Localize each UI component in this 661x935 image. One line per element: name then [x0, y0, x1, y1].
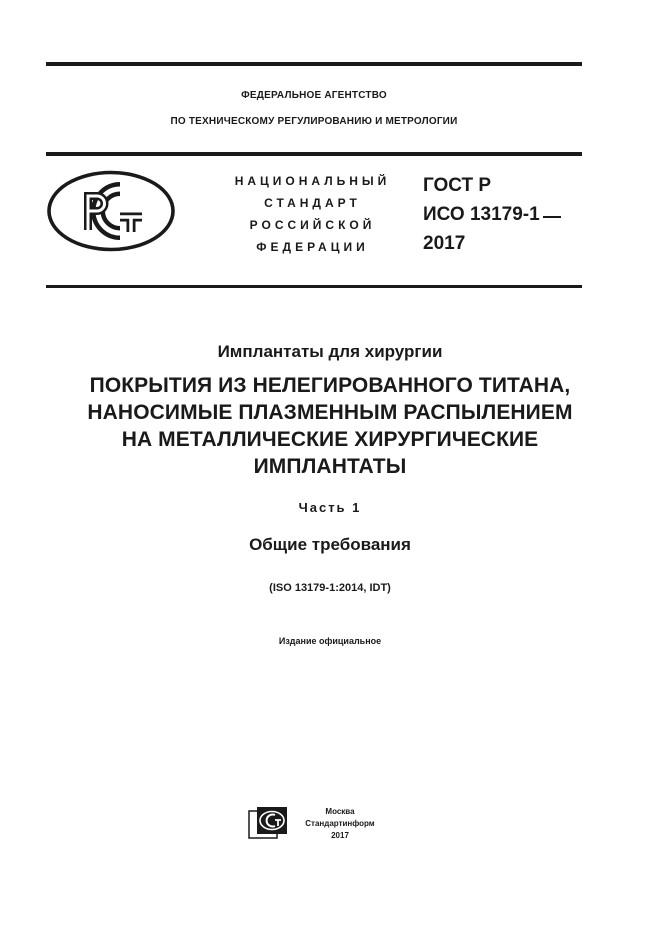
edition-label: Издание официальное — [278, 636, 382, 646]
year-dash — [543, 216, 561, 218]
national-standard-label — [200, 170, 425, 258]
publisher-name: Стандартинформ — [305, 819, 375, 828]
publisher-info — [298, 806, 382, 842]
part-number: Часть 1 — [298, 500, 362, 515]
header-divider — [46, 152, 582, 156]
iso-reference: (ISO 13179-1:2014, IDT) — [269, 582, 391, 594]
gost-number: ИСО 13179-1 — [423, 204, 540, 225]
gost-line-3: 2017 — [423, 233, 466, 254]
national-line-4: ФЕДЕРАЦИИ — [256, 240, 369, 254]
gost-designation — [423, 171, 561, 258]
title-line-3: НА МЕТАЛЛИЧЕСКИЕ ХИРУРГИЧЕСКИЕ — [121, 428, 539, 451]
publisher-year: 2017 — [331, 831, 349, 840]
title-line-4: ИМПЛАНТАТЫ — [253, 455, 407, 478]
title-line-2: НАНОСИМЫЕ ПЛАЗМЕННЫМ РАСПЫЛЕНИЕМ — [87, 401, 573, 424]
standartinform-logo-icon — [248, 806, 290, 845]
top-rule — [46, 62, 582, 66]
publisher-city: Москва — [325, 807, 355, 816]
document-subtitle: Имплантаты для хирургии — [217, 342, 443, 361]
title-line-1: ПОКРЫТИЯ ИЗ НЕЛЕГИРОВАННОГО ТИТАНА, — [89, 374, 571, 397]
gost-line-2 — [423, 200, 561, 229]
rst-logo-icon — [46, 170, 176, 257]
part-title: Общие требования — [249, 535, 411, 554]
national-line-3: РОССИЙСКОЙ — [249, 218, 376, 232]
national-line-1: НАЦИОНАЛЬНЫЙ — [234, 174, 391, 188]
agency-line-1: ФЕДЕРАЛЬНОЕ АГЕНТСТВО — [241, 90, 387, 101]
gost-line-1: ГОСТ Р — [423, 175, 492, 196]
agency-line-2: ПО ТЕХНИЧЕСКОМУ РЕГУЛИРОВАНИЮ И МЕТРОЛОГИИ — [170, 116, 458, 127]
document-title — [40, 372, 620, 480]
national-line-2: СТАНДАРТ — [264, 196, 361, 210]
standard-divider — [46, 285, 582, 288]
